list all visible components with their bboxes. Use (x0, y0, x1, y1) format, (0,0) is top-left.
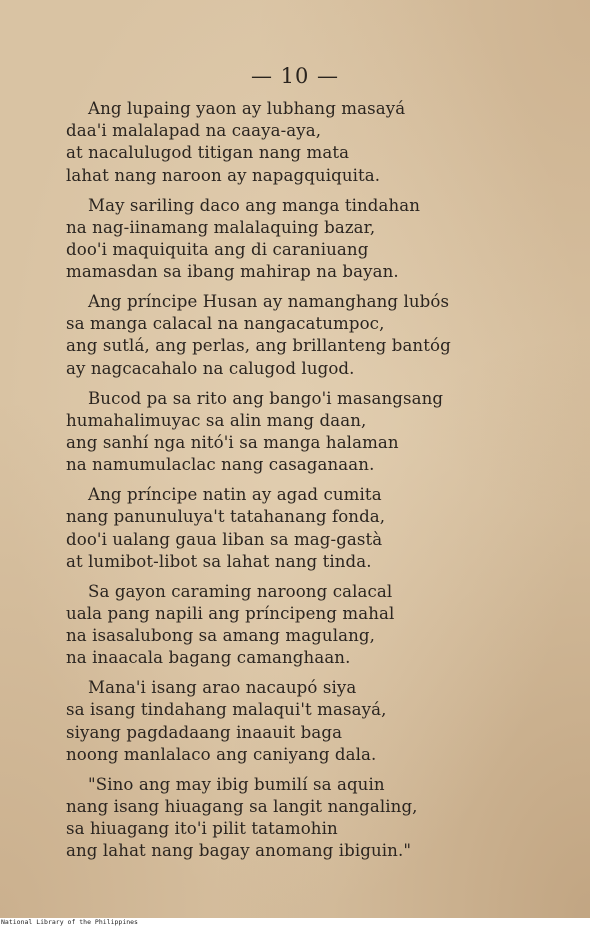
verse-line: humahalimuyac sa alin mang daan, (66, 410, 367, 430)
verse-line: na nag-iinamang malalaquing bazar, (66, 217, 376, 237)
verse-line: at lumibot-libot sa lahat nang tinda. (66, 551, 372, 571)
verse-line: sa hiuagang ito'i pilit tatamohin (66, 819, 338, 839)
stanza-5 (66, 484, 506, 573)
verse-line: doo'i maquiquita ang di caraniuang (66, 239, 369, 259)
verse-line: doo'i ualang gaua liban sa mag-gastà (66, 529, 383, 549)
verse-line: siyang pagdadaang inaauit baga (66, 722, 343, 742)
verse-line: nang isang hiuagang sa langit nangaling, (66, 797, 418, 817)
verse-line: May sariling daco ang manga tindahan (88, 195, 421, 215)
stanza-2 (66, 195, 506, 284)
poem-body (66, 98, 506, 870)
stanza-7 (66, 677, 506, 766)
stanza-6 (66, 581, 506, 670)
verse-line: at nacalulugod titigan nang mata (66, 143, 350, 163)
verse-line: na inaacala bagang camanghaan. (66, 648, 351, 668)
verse-line: ang sutlá, ang perlas, ang brillanteng bantóg (66, 336, 451, 356)
verse-line: mamasdan sa ibang mahirap na bayan. (66, 262, 399, 282)
verse-line: Sa gayon caraming naroong calacal (88, 581, 393, 601)
verse-line: Ang lupaing yaon ay lubhang masayá (88, 99, 406, 118)
verse-line: na isasalubong sa amang magulang, (66, 626, 375, 646)
verse-line: lahat nang naroon ay napagquiquita. (66, 165, 381, 185)
verse-line: Mana'i isang arao nacaupó siya (88, 678, 357, 698)
verse-line: ang lahat nang bagay anomang ibiguin." (66, 841, 412, 861)
verse-line: Bucod pa sa rito ang bango'i masangsang (88, 388, 444, 408)
verse-line: Ang príncipe Husan ay namanghang lubós (88, 292, 450, 312)
verse-line: ang sanhí nga nitó'i sa manga halaman (66, 433, 399, 453)
verse-line: nang panunuluya't tatahanang fonda, (66, 507, 386, 527)
verse-line: uala pang napili ang príncipeng mahal (66, 603, 395, 623)
page-number: — 10 — (250, 64, 340, 88)
verse-line: na namumulaclac nang casaganaan. (66, 455, 375, 475)
verse-line: daa'i malalapad na caaya-aya, (66, 121, 322, 141)
stanza-8 (66, 774, 506, 863)
verse-line: sa manga calacal na nangacatumpoc, (66, 314, 385, 334)
verse-line: noong manlalaco ang caniyang dala. (66, 744, 377, 764)
stanza-3 (66, 291, 506, 380)
stanza-4 (66, 388, 506, 477)
verse-line: sa isang tindahang malaqui't masayá, (66, 700, 387, 720)
verse-line: Ang príncipe natin ay agad cumita (88, 485, 382, 505)
verse-line: ay nagcacahalo na calugod lugod. (66, 358, 355, 378)
stanza-1 (66, 98, 506, 187)
verse-line: "Sino ang may ibig bumilí sa aquin (88, 774, 385, 794)
library-credit: National Library of the Philippines (1, 918, 138, 926)
